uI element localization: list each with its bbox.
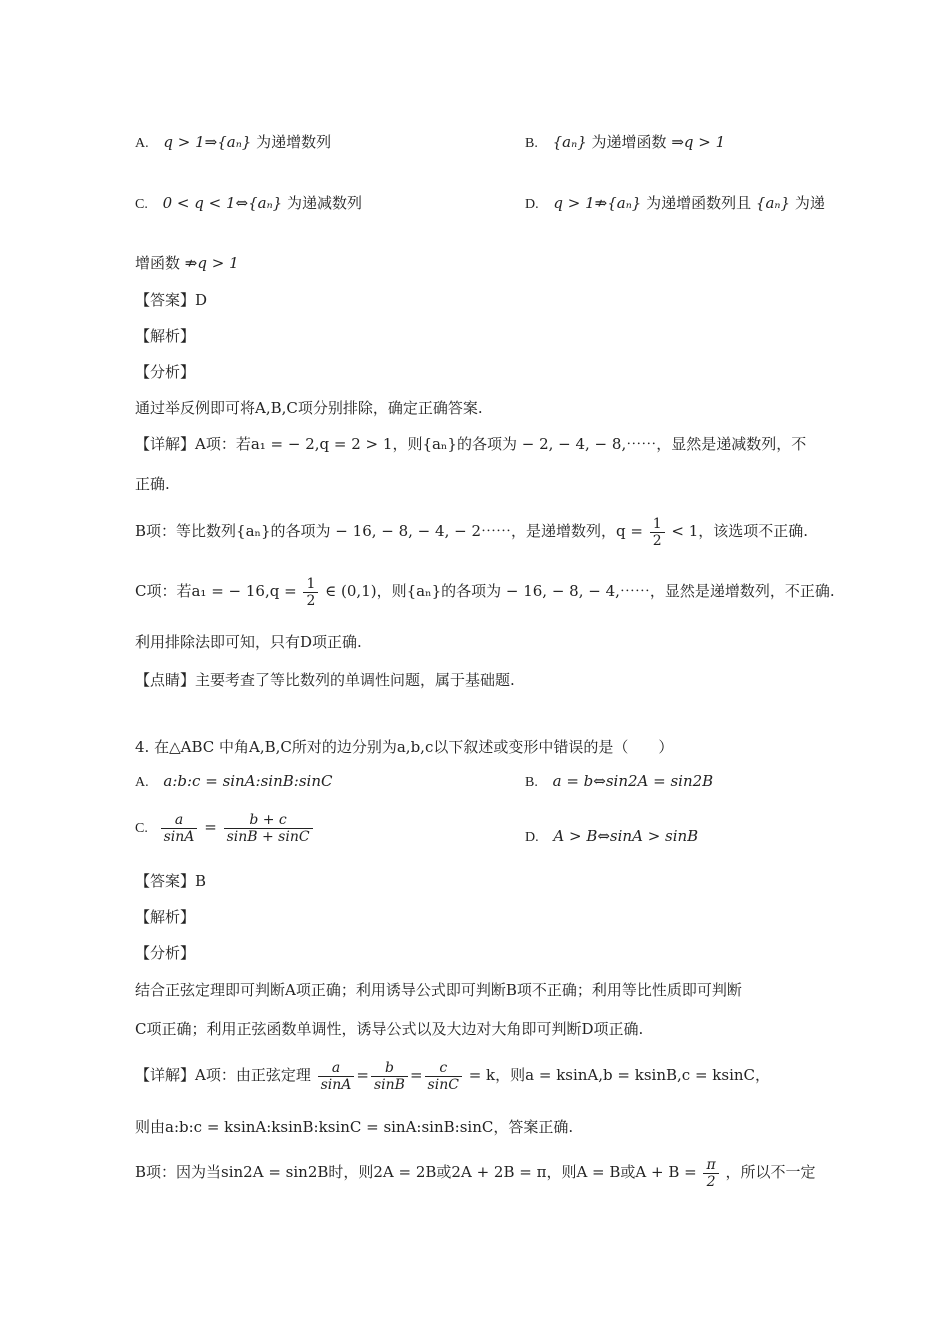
q4-option-a[interactable] [135,771,332,793]
option-math: q > 1⇏{aₙ} [553,194,642,212]
fraction-denominator: sinC [427,1076,459,1093]
fraction-numerator: c [425,1060,462,1077]
option-text: 为递增数列 [256,133,332,151]
fraction-denominator: 2 [652,532,662,549]
fraction-numerator: b [371,1060,408,1077]
q3-option-c[interactable] [135,193,362,215]
option-math: ⇏q > 1 [184,254,239,272]
q4-analysis-line1: 结合正弦定理即可判断A项正确；利用诱导公式即可判断B项不正确；利用等比性质即可判断 [135,981,742,999]
option-label: B. [525,775,538,790]
option-math: q > 1⇒{aₙ} [163,133,252,151]
q3-option-d[interactable] [525,193,825,215]
q4-option-d[interactable] [525,826,698,848]
q3-jiexi-heading: 【解析】 [135,327,196,345]
q4-jiexi-heading: 【解析】 [135,908,196,926]
option-text: 为递 [794,194,825,212]
detail-text: ∈ (0,1)，则{aₙ}的各项为 − 16, − 8, − 4,⋯⋯，显然是递增数列，不正确. [325,582,835,600]
detail-text: B项：等比数列{aₙ}的各项为 − 16, − 8, − 4, − 2⋯⋯，是递增数列，q = [135,522,643,540]
q4-option-b[interactable] [525,771,713,793]
fraction-numerator: a [161,812,198,829]
fraction-numerator: a [318,1060,355,1077]
option-text: 为递增函数列且 [646,194,752,212]
detail-text: B项：因为当sin2A = sin2B时，则2A = 2B或2A + 2B = π，则A = B或A + B = [135,1163,697,1181]
option-label: B. [525,136,538,151]
option-math: {aₙ} [755,194,791,212]
q4-option-c[interactable] [135,805,315,851]
detail-text: 【详解】A项：由正弦定理 [135,1066,311,1084]
fraction [303,576,318,609]
option-math: {aₙ} [552,133,587,151]
fraction-numerator: π [703,1157,718,1174]
q3-detail-c [135,572,835,610]
option-math: a = b⇔sin2A = sin2B [552,772,714,790]
option-label: C. [135,197,148,212]
q3-detail-a-line1: 【详解】A项：若a₁ = − 2,q = 2 > 1，则{aₙ}的各项为 − 2, − 4, − 8,⋯⋯，显然是递减数列，不 [135,435,807,453]
option-label: D. [525,830,539,845]
option-text: 增函数 [135,254,181,272]
fraction [425,1060,462,1093]
q4-fenxi-heading: 【分析】 [135,944,196,962]
q3-option-d-continued [135,253,239,273]
option-label: A. [135,136,149,151]
detail-text: < 1，该选项不正确. [671,522,809,540]
option-label: A. [135,775,149,790]
q4-detail-b [135,1152,815,1192]
q3-detail-a-line2: 正确. [135,475,170,493]
fraction-denominator: 2 [306,592,316,609]
q3-detail-b [135,512,808,550]
fraction-denominator: sinA [163,828,195,845]
fraction-denominator: sinA [320,1076,352,1093]
fraction [161,812,198,845]
q3-option-b[interactable] [525,132,725,154]
q4-stem: 4. 在△ABC 中角A,B,C所对的边分别为a,b,c以下叙述或变形中错误的是（ ） [135,738,674,756]
q3-option-a[interactable] [135,132,331,154]
fraction-denominator: sinB [374,1076,405,1093]
q3-answer: 【答案】D [135,291,208,309]
detail-text: ，所以不一定 [725,1163,816,1181]
equals-sign: = [204,818,217,836]
option-label: D. [525,197,539,212]
q3-fenxi-heading: 【分析】 [135,363,196,381]
fraction-numerator: b + c [224,812,313,829]
q3-conclusion: 利用排除法即可知，只有D项正确. [135,633,362,651]
fraction-denominator: 2 [706,1173,716,1190]
detail-text: = k，则a = ksinA,b = ksinB,c = ksinC， [468,1066,771,1084]
option-label: C. [135,821,148,836]
fraction-numerator: 1 [650,516,665,533]
detail-text: C项：若a₁ = − 16,q = [135,582,297,600]
fraction [371,1060,408,1093]
fraction [318,1060,355,1093]
q4-detail-a-line2: 则由a:b:c = ksinA:ksinB:ksinC = sinA:sinB:sinC，答案正确. [135,1118,574,1136]
option-text: 为递增函数 [591,133,667,151]
fraction-denominator: sinB + sinC [226,828,310,845]
option-text: 为递减数列 [286,194,362,212]
fraction [224,812,313,845]
option-math: A > B⇔sinA > sinB [553,827,699,845]
option-math: 0 < q < 1⇔{aₙ} [162,194,283,212]
fraction-numerator: 1 [303,576,318,593]
fraction [703,1157,718,1190]
q4-analysis-line2: C项正确；利用正弦函数单调性，诱导公式以及大边对大角即可判断D项正确. [135,1020,644,1038]
option-math: ⇒q > 1 [671,133,726,151]
q4-answer: 【答案】B [135,872,207,890]
q3-dianjing: 【点睛】主要考查了等比数列的单调性问题，属于基础题. [135,671,515,689]
option-math: a:b:c = sinA:sinB:sinC [163,772,333,790]
q4-detail-a: 【详解】A项：由正弦定理 $\frac{a}{\sin A}$ = $\frac{b}{\sin B}$ = $\frac{c}{\sin C}$ = k，则a = ksinA,b = ksinB,c = ksinC， [135,1059,771,1093]
q3-analysis: 通过举反例即可将A,B,C项分别排除，确定正确答案. [135,399,483,417]
fraction [650,516,665,549]
